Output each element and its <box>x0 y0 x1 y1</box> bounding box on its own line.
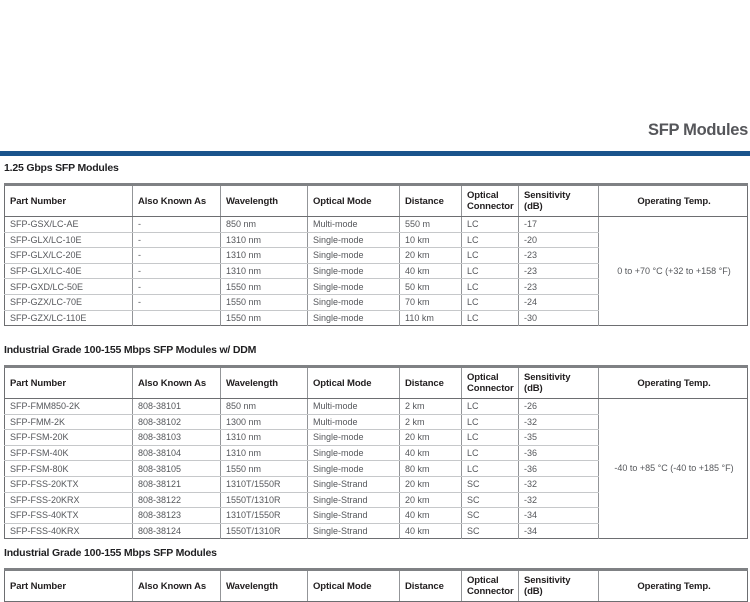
table-cell: 850 nm <box>221 399 308 415</box>
table-cell: 20 km <box>400 492 462 508</box>
table-cell: 80 km <box>400 461 462 477</box>
sfp-table-container <box>4 365 749 539</box>
section-heading: 1.25 Gbps SFP Modules <box>4 162 119 174</box>
table-cell: -24 <box>519 294 599 310</box>
table-cell: 808-38123 <box>133 508 221 524</box>
table-cell: 70 km <box>400 294 462 310</box>
table-cell: Single-mode <box>308 461 400 477</box>
table-cell: -34 <box>519 508 599 524</box>
table-cell: - <box>133 294 221 310</box>
table-cell: Single-mode <box>308 430 400 446</box>
table-cell: 1310T/1550R <box>221 508 308 524</box>
table-cell: 40 km <box>400 508 462 524</box>
table-cell: LC <box>462 232 519 248</box>
table-cell: 40 km <box>400 263 462 279</box>
table-cell: SC <box>462 476 519 492</box>
table-cell: Multi-mode <box>308 217 400 233</box>
table-cell: SFP-GLX/LC-20E <box>5 248 133 264</box>
table-cell: LC <box>462 461 519 477</box>
table-cell: 808-38101 <box>133 399 221 415</box>
section-1-25-gbps <box>4 162 749 326</box>
table-cell: 1310 nm <box>221 445 308 461</box>
column-header-part-number: Part Number <box>5 185 133 217</box>
table-cell: -36 <box>519 461 599 477</box>
table-cell: 1310T/1550R <box>221 476 308 492</box>
header-row <box>5 367 748 399</box>
table-cell: LC <box>462 445 519 461</box>
table-cell: LC <box>462 294 519 310</box>
table-cell: Single-mode <box>308 248 400 264</box>
sfp-table-container <box>4 183 749 326</box>
accent-bar <box>0 151 750 156</box>
table-cell: -36 <box>519 445 599 461</box>
table-cell: Multi-mode <box>308 414 400 430</box>
column-header-distance: Distance <box>400 367 462 399</box>
table-cell: -17 <box>519 217 599 233</box>
column-header-optical-connector: Optical Connector <box>462 570 519 602</box>
table-cell: SFP-GZX/LC-70E <box>5 294 133 310</box>
table-cell: Single-Strand <box>308 523 400 539</box>
table-cell: Single-mode <box>308 294 400 310</box>
table-row <box>5 399 748 415</box>
table-cell: SFP-GLX/LC-10E <box>5 232 133 248</box>
column-header-part-number: Part Number <box>5 570 133 602</box>
table-cell: SFP-GSX/LC-AE <box>5 217 133 233</box>
table-cell: SC <box>462 508 519 524</box>
table-cell: 1550 nm <box>221 461 308 477</box>
column-header-sensitivity-db: Sensitivity (dB) <box>519 185 599 217</box>
table-cell: Single-Strand <box>308 508 400 524</box>
table-cell: Single-Strand <box>308 492 400 508</box>
table-cell: Single-Strand <box>308 476 400 492</box>
table-cell: LC <box>462 248 519 264</box>
table-cell: 50 km <box>400 279 462 295</box>
table-cell: -32 <box>519 414 599 430</box>
table-cell: 20 km <box>400 430 462 446</box>
column-header-wavelength: Wavelength <box>221 570 308 602</box>
header-row <box>5 185 748 217</box>
table-cell: 1550 nm <box>221 294 308 310</box>
page-title: SFP Modules <box>648 121 748 139</box>
sfp-table-container <box>4 568 749 602</box>
column-header-optical-connector: Optical Connector <box>462 367 519 399</box>
table-cell: 1550T/1310R <box>221 523 308 539</box>
table-cell: 2 km <box>400 414 462 430</box>
table-cell: 850 nm <box>221 217 308 233</box>
spec-table <box>4 568 748 602</box>
table-cell: 808-38105 <box>133 461 221 477</box>
table-cell <box>133 310 221 326</box>
table-cell: -26 <box>519 399 599 415</box>
table-cell: Single-mode <box>308 445 400 461</box>
column-header-optical-mode: Optical Mode <box>308 367 400 399</box>
column-header-part-number: Part Number <box>5 367 133 399</box>
column-header-optical-connector: Optical Connector <box>462 185 519 217</box>
table-cell: LC <box>462 399 519 415</box>
column-header-distance: Distance <box>400 185 462 217</box>
table-cell: SC <box>462 492 519 508</box>
table-cell: 1310 nm <box>221 430 308 446</box>
column-header-sensitivity-db: Sensitivity (dB) <box>519 570 599 602</box>
operating-temp-cell: -40 to +85 °C (-40 to +185 °F) <box>614 463 734 474</box>
table-cell: SFP-FSS-40KRX <box>5 523 133 539</box>
section-industrial-ddm <box>4 344 749 539</box>
table-cell: 2 km <box>400 399 462 415</box>
table-cell: 40 km <box>400 445 462 461</box>
operating-temp-cell: 0 to +70 °C (+32 to +158 °F) <box>617 265 731 276</box>
table-cell: SFP-FSM-20K <box>5 430 133 446</box>
column-header-wavelength: Wavelength <box>221 367 308 399</box>
table-cell: SFP-FMM-2K <box>5 414 133 430</box>
table-cell: 1550 nm <box>221 279 308 295</box>
table-cell: SC <box>462 523 519 539</box>
table-cell: SFP-FMM850-2K <box>5 399 133 415</box>
spec-table <box>4 365 748 539</box>
table-cell: 808-38122 <box>133 492 221 508</box>
table-cell: -35 <box>519 430 599 446</box>
column-header-sensitivity-db: Sensitivity (dB) <box>519 367 599 399</box>
table-cell: LC <box>462 414 519 430</box>
table-cell: SFP-FSM-40K <box>5 445 133 461</box>
table-cell: - <box>133 217 221 233</box>
table-cell: SFP-FSS-20KRX <box>5 492 133 508</box>
column-header-also-known-as: Also Known As <box>133 570 221 602</box>
table-cell: - <box>133 248 221 264</box>
column-header-also-known-as: Also Known As <box>133 185 221 217</box>
table-cell: Single-mode <box>308 310 400 326</box>
table-cell: -30 <box>519 310 599 326</box>
table-cell: SFP-GLX/LC-40E <box>5 263 133 279</box>
table-cell: SFP-FSS-40KTX <box>5 508 133 524</box>
table-cell: - <box>133 279 221 295</box>
table-cell: 1300 nm <box>221 414 308 430</box>
table-cell: LC <box>462 263 519 279</box>
column-header-optical-mode: Optical Mode <box>308 185 400 217</box>
section-heading: Industrial Grade 100-155 Mbps SFP Modules <box>4 547 217 559</box>
table-cell: 1310 nm <box>221 263 308 279</box>
column-header-operating-temp: Operating Temp. <box>599 367 748 399</box>
table-cell: 808-38102 <box>133 414 221 430</box>
table-cell: -32 <box>519 476 599 492</box>
table-cell: -23 <box>519 263 599 279</box>
table-cell: 808-38124 <box>133 523 221 539</box>
column-header-also-known-as: Also Known As <box>133 367 221 399</box>
table-cell: 110 km <box>400 310 462 326</box>
table-cell: -23 <box>519 279 599 295</box>
table-cell: LC <box>462 279 519 295</box>
table-cell: 20 km <box>400 248 462 264</box>
table-cell: - <box>133 232 221 248</box>
table-cell: Single-mode <box>308 232 400 248</box>
spec-table <box>4 183 748 326</box>
table-cell: LC <box>462 217 519 233</box>
table-cell: Single-mode <box>308 279 400 295</box>
table-cell: -20 <box>519 232 599 248</box>
table-cell: LC <box>462 430 519 446</box>
table-cell: 10 km <box>400 232 462 248</box>
column-header-wavelength: Wavelength <box>221 185 308 217</box>
table-cell: 808-38121 <box>133 476 221 492</box>
table-cell: -32 <box>519 492 599 508</box>
table-cell: SFP-GXD/LC-50E <box>5 279 133 295</box>
table-cell: SFP-GZX/LC-110E <box>5 310 133 326</box>
section-industrial <box>4 547 749 602</box>
column-header-distance: Distance <box>400 570 462 602</box>
table-cell: Single-mode <box>308 263 400 279</box>
table-cell: 1550 nm <box>221 310 308 326</box>
column-header-operating-temp: Operating Temp. <box>599 570 748 602</box>
table-cell: 20 km <box>400 476 462 492</box>
table-cell: LC <box>462 310 519 326</box>
table-cell: 1310 nm <box>221 232 308 248</box>
table-cell: -34 <box>519 523 599 539</box>
table-cell: 1310 nm <box>221 248 308 264</box>
table-cell: 40 km <box>400 523 462 539</box>
table-cell: 1550T/1310R <box>221 492 308 508</box>
header-row <box>5 570 748 602</box>
table-cell: SFP-FSM-80K <box>5 461 133 477</box>
table-cell: SFP-FSS-20KTX <box>5 476 133 492</box>
table-cell: - <box>133 263 221 279</box>
section-heading: Industrial Grade 100-155 Mbps SFP Modules w/ DDM <box>4 344 257 356</box>
table-cell: Multi-mode <box>308 399 400 415</box>
table-cell: 550 m <box>400 217 462 233</box>
table-row <box>5 217 748 233</box>
table-cell: -23 <box>519 248 599 264</box>
column-header-operating-temp: Operating Temp. <box>599 185 748 217</box>
table-cell: 808-38103 <box>133 430 221 446</box>
table-cell: 808-38104 <box>133 445 221 461</box>
column-header-optical-mode: Optical Mode <box>308 570 400 602</box>
